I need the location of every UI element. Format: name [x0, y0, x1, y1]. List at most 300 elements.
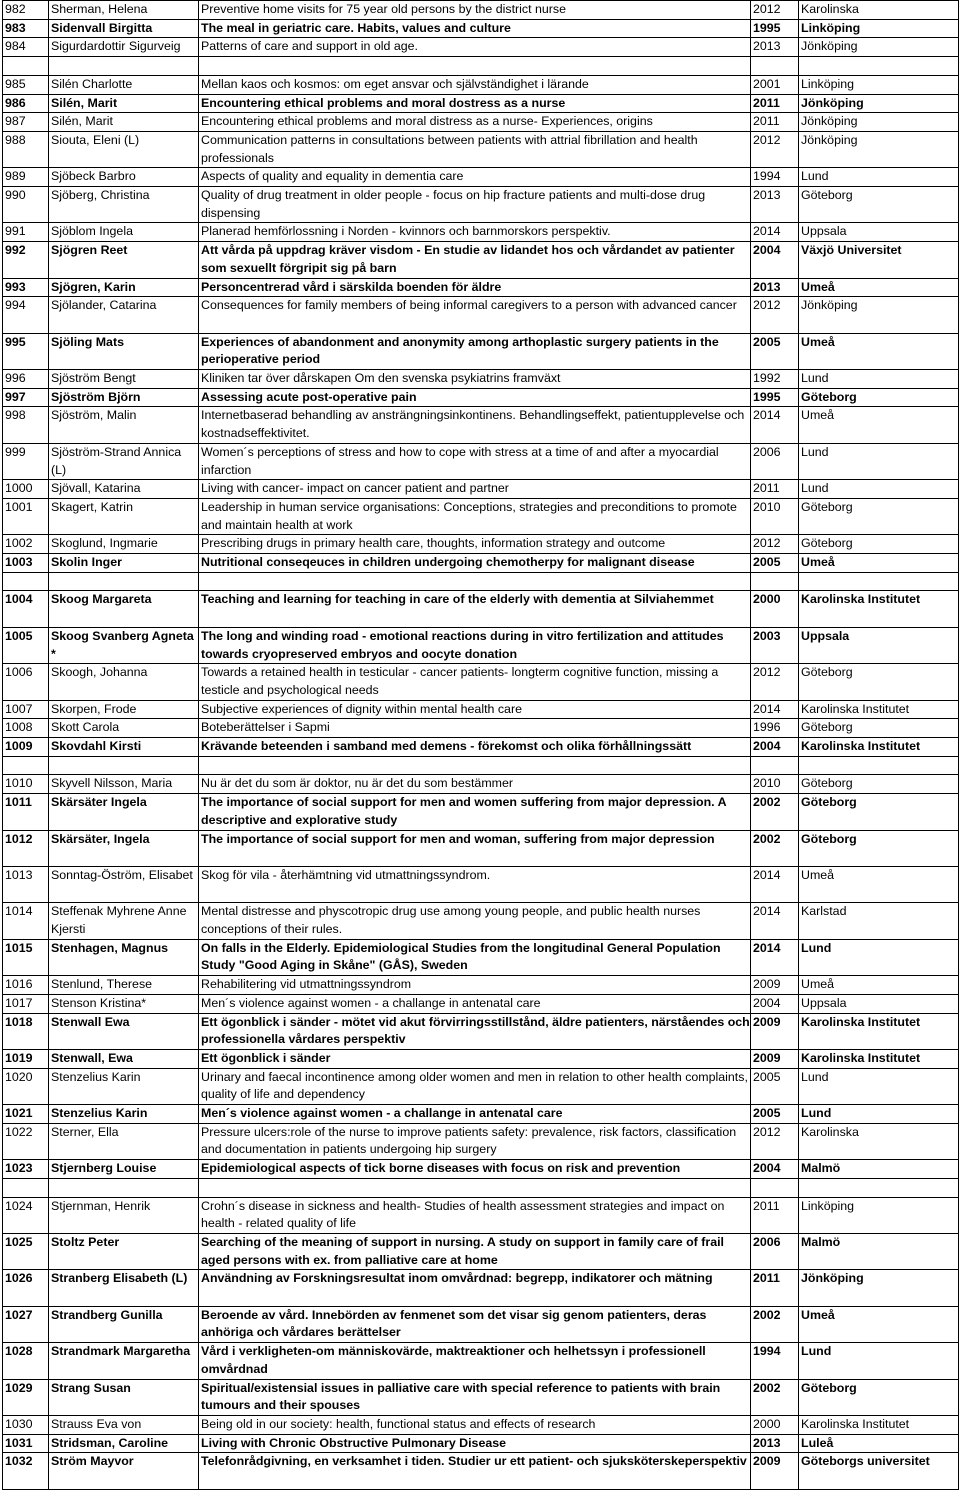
cell-year: 2006 [751, 1233, 799, 1269]
cell-university: Göteborg [799, 719, 959, 738]
blank-cell [751, 57, 799, 76]
blank-cell [199, 1178, 751, 1197]
cell-year: 2002 [751, 1306, 799, 1342]
cell-year: 2013 [751, 1434, 799, 1453]
cell-title: Encountering ethical problems and moral distress as a nurse- Experiences, origins [199, 113, 751, 132]
cell-number: 1013 [3, 866, 49, 902]
cell-university: Karolinska Institutet [799, 591, 959, 627]
cell-author: Sjögren, Karin [49, 278, 199, 297]
cell-year: 2014 [751, 700, 799, 719]
table-row [3, 700, 959, 719]
cell-title: Patterns of care and support in old age. [199, 38, 751, 57]
cell-number: 1006 [3, 664, 49, 700]
blank-cell [799, 572, 959, 591]
table-row [3, 480, 959, 499]
cell-title: Användning av Forskningsresultat inom omvårdnad: begrepp, indikatorer och mätning [199, 1270, 751, 1306]
cell-year: 2000 [751, 591, 799, 627]
cell-university: Jönköping [799, 297, 959, 333]
cell-author: Sterner, Ella [49, 1123, 199, 1159]
table-row [3, 1160, 959, 1179]
table-row [3, 242, 959, 278]
cell-year: 2011 [751, 1270, 799, 1306]
cell-number: 1014 [3, 903, 49, 939]
cell-title: Searching of the meaning of support in nursing. A study on support in family care of frail aged persons with ex. from palliative care at home [199, 1233, 751, 1269]
cell-year: 2011 [751, 1197, 799, 1233]
cell-university: Karolinska Institutet [799, 1013, 959, 1049]
cell-number: 1000 [3, 480, 49, 499]
cell-year: 2006 [751, 443, 799, 479]
cell-year: 2012 [751, 131, 799, 167]
cell-year: 1995 [751, 19, 799, 38]
cell-number: 1005 [3, 627, 49, 663]
cell-author: Skoog Margareta [49, 591, 199, 627]
cell-author: Strandberg Gunilla [49, 1306, 199, 1342]
cell-title: Vård i verkligheten-om människovärde, maktreaktioner och helhetssyn i professionell omvårdnad [199, 1343, 751, 1379]
blank-cell [799, 1178, 959, 1197]
cell-number: 1011 [3, 794, 49, 830]
cell-title: Boteberättelser i Sapmi [199, 719, 751, 738]
cell-year: 2009 [751, 1013, 799, 1049]
cell-year: 2011 [751, 480, 799, 499]
cell-university: Göteborg [799, 794, 959, 830]
cell-author: Skolin Inger [49, 554, 199, 573]
table-row [3, 1453, 959, 1489]
blank-row [3, 57, 959, 76]
cell-title: Ett ögonblick i sänder [199, 1049, 751, 1068]
cell-year: 1994 [751, 1343, 799, 1379]
cell-author: Stjernberg Louise [49, 1160, 199, 1179]
blank-cell [3, 57, 49, 76]
cell-title: Quality of drug treatment in older people - focus on hip fracture patients and multi-dose drug dispensing [199, 187, 751, 223]
table-row [3, 38, 959, 57]
cell-title: Internetbaserad behandling av ansträngningsinkontinens. Behandlingseffekt, patientupplevelse och kostnadseffektivitet. [199, 407, 751, 443]
cell-year: 2010 [751, 775, 799, 794]
cell-author: Skoogh, Johanna [49, 664, 199, 700]
cell-number: 994 [3, 297, 49, 333]
cell-university: Malmö [799, 1233, 959, 1269]
cell-university: Uppsala [799, 627, 959, 663]
thesis-table-sheet [2, 0, 958, 1490]
table-row [3, 719, 959, 738]
cell-university: Jönköping [799, 94, 959, 113]
blank-cell [199, 572, 751, 591]
cell-year: 1992 [751, 370, 799, 389]
table-row [3, 131, 959, 167]
cell-title: Nu är det du som är doktor, nu är det du som bestämmer [199, 775, 751, 794]
cell-year: 2005 [751, 554, 799, 573]
table-row [3, 591, 959, 627]
blank-cell [199, 57, 751, 76]
table-row [3, 830, 959, 866]
cell-year: 2012 [751, 297, 799, 333]
cell-year: 2004 [751, 994, 799, 1013]
cell-university: Umeå [799, 333, 959, 369]
cell-title: Kliniken tar över dårskapen Om den svenska psykiatrins framväxt [199, 370, 751, 389]
cell-university: Linköping [799, 1197, 959, 1233]
cell-author: Sjöström Björn [49, 388, 199, 407]
cell-title: Crohn´s disease in sickness and health- Studies of health assessment strategies and impact on health - related quality of life [199, 1197, 751, 1233]
cell-author: Stenzelius Karin [49, 1105, 199, 1124]
table-row [3, 168, 959, 187]
cell-number: 987 [3, 113, 49, 132]
table-row [3, 1343, 959, 1379]
cell-author: Silén, Marit [49, 94, 199, 113]
blank-cell [799, 57, 959, 76]
cell-author: Sjöberg, Christina [49, 187, 199, 223]
cell-year: 2014 [751, 866, 799, 902]
cell-author: Stenhagen, Magnus [49, 939, 199, 975]
table-row [3, 1270, 959, 1306]
blank-cell [799, 756, 959, 775]
cell-number: 1009 [3, 738, 49, 757]
cell-number: 1030 [3, 1416, 49, 1435]
cell-university: Karolinska [799, 1123, 959, 1159]
cell-university: Karolinska Institutet [799, 738, 959, 757]
cell-number: 993 [3, 278, 49, 297]
cell-university: Umeå [799, 1306, 959, 1342]
table-row [3, 664, 959, 700]
table-row [3, 1197, 959, 1233]
cell-year: 2014 [751, 407, 799, 443]
cell-university: Göteborg [799, 775, 959, 794]
cell-number: 992 [3, 242, 49, 278]
table-row [3, 1068, 959, 1104]
table-row [3, 75, 959, 94]
cell-university: Göteborg [799, 830, 959, 866]
cell-year: 2011 [751, 94, 799, 113]
cell-author: Sidenvall Birgitta [49, 19, 199, 38]
cell-author: Stenson Kristina* [49, 994, 199, 1013]
cell-title: Urinary and faecal incontinence among older women and men in relation to other health complaints, quality of life and dependency [199, 1068, 751, 1104]
cell-title: Aspects of quality and equality in dementia care [199, 168, 751, 187]
cell-author: Skoog Svanberg Agneta * [49, 627, 199, 663]
cell-year: 2011 [751, 113, 799, 132]
table-row [3, 407, 959, 443]
cell-number: 1021 [3, 1105, 49, 1124]
cell-year: 2012 [751, 1, 799, 20]
cell-university: Växjö Universitet [799, 242, 959, 278]
cell-year: 1995 [751, 388, 799, 407]
cell-title: The importance of social support for men and woman, suffering from major depression [199, 830, 751, 866]
cell-year: 2014 [751, 223, 799, 242]
cell-university: Lund [799, 370, 959, 389]
cell-author: Stoltz Peter [49, 1233, 199, 1269]
thesis-table-body [3, 1, 959, 1490]
blank-cell [49, 572, 199, 591]
cell-university: Lund [799, 168, 959, 187]
cell-author: Sonntag-Öström, Elisabet [49, 866, 199, 902]
cell-number: 1007 [3, 700, 49, 719]
cell-number: 1023 [3, 1160, 49, 1179]
cell-title: Mellan kaos och kosmos: om eget ansvar och självständighet i lärande [199, 75, 751, 94]
cell-author: Steffenak Myhrene Anne Kjersti [49, 903, 199, 939]
cell-author: Strandmark Margaretha [49, 1343, 199, 1379]
table-row [3, 443, 959, 479]
cell-university: Karolinska Institutet [799, 1416, 959, 1435]
cell-title: Communication patterns in consultations between patients with attrial fibrillation and health professionals [199, 131, 751, 167]
cell-author: Stenwall, Ewa [49, 1049, 199, 1068]
cell-number: 983 [3, 19, 49, 38]
cell-year: 2012 [751, 664, 799, 700]
cell-title: Men´s violence against women - a challange in antenatal care [199, 994, 751, 1013]
cell-author: Sjöblom Ingela [49, 223, 199, 242]
cell-author: Skagert, Katrin [49, 498, 199, 534]
cell-year: 2004 [751, 242, 799, 278]
cell-title: The long and winding road - emotional reactions during in vitro fertilization and attitudes towards cryopreserved embryos and oocyte donation [199, 627, 751, 663]
cell-title: The meal in geriatric care. Habits, values and culture [199, 19, 751, 38]
cell-number: 1001 [3, 498, 49, 534]
cell-author: Sjölander, Catarina [49, 297, 199, 333]
cell-number: 1026 [3, 1270, 49, 1306]
table-row [3, 113, 959, 132]
cell-number: 984 [3, 38, 49, 57]
cell-title: Assessing acute post-operative pain [199, 388, 751, 407]
table-row [3, 1379, 959, 1415]
cell-year: 2005 [751, 333, 799, 369]
cell-number: 1016 [3, 976, 49, 995]
cell-author: Skott Carola [49, 719, 199, 738]
cell-author: Sjögren Reet [49, 242, 199, 278]
cell-university: Lund [799, 443, 959, 479]
cell-number: 1020 [3, 1068, 49, 1104]
cell-university: Karlstad [799, 903, 959, 939]
cell-year: 2004 [751, 738, 799, 757]
table-row [3, 976, 959, 995]
cell-university: Uppsala [799, 994, 959, 1013]
cell-number: 1024 [3, 1197, 49, 1233]
cell-title: Women´s perceptions of stress and how to cope with stress at a time of and after a myocardial infarction [199, 443, 751, 479]
cell-author: Siouta, Eleni (L) [49, 131, 199, 167]
cell-number: 1029 [3, 1379, 49, 1415]
cell-title: Beroende av vård. Innebörden av fenmenet som det visar sig genom patienters, deras anhöriga och vårdares berättelser [199, 1306, 751, 1342]
cell-university: Umeå [799, 866, 959, 902]
cell-author: Stjernman, Henrik [49, 1197, 199, 1233]
cell-university: Umeå [799, 278, 959, 297]
cell-title: Encountering ethical problems and moral dostress as a nurse [199, 94, 751, 113]
cell-year: 1996 [751, 719, 799, 738]
cell-year: 2014 [751, 939, 799, 975]
cell-author: Sjöling Mats [49, 333, 199, 369]
cell-year: 2013 [751, 278, 799, 297]
cell-number: 1017 [3, 994, 49, 1013]
cell-number: 991 [3, 223, 49, 242]
cell-number: 1015 [3, 939, 49, 975]
table-row [3, 939, 959, 975]
table-row [3, 554, 959, 573]
cell-title: The importance of social support for men and women suffering from major depression. A descriptive and explorative study [199, 794, 751, 830]
cell-author: Skorpen, Frode [49, 700, 199, 719]
cell-title: Preventive home visits for 75 year old persons by the district nurse [199, 1, 751, 20]
cell-university: Karolinska Institutet [799, 700, 959, 719]
cell-university: Karolinska Institutet [799, 1049, 959, 1068]
blank-cell [49, 57, 199, 76]
cell-author: Ström Mayvor [49, 1453, 199, 1489]
cell-title: Teaching and learning for teaching in care of the elderly with dementia at Silviahemmet [199, 591, 751, 627]
cell-number: 1025 [3, 1233, 49, 1269]
cell-university: Göteborgs universitet [799, 1453, 959, 1489]
cell-number: 1019 [3, 1049, 49, 1068]
cell-university: Lund [799, 1343, 959, 1379]
cell-title: Towards a retained health in testicular - cancer patients- longterm cognitive function, missing a testicle and psychological needs [199, 664, 751, 700]
cell-author: Stenlund, Therese [49, 976, 199, 995]
table-row [3, 1306, 959, 1342]
table-row [3, 1013, 959, 1049]
table-row [3, 187, 959, 223]
cell-title: Personcentrerad vård i särskilda boenden för äldre [199, 278, 751, 297]
cell-year: 2010 [751, 498, 799, 534]
cell-number: 1010 [3, 775, 49, 794]
table-row [3, 903, 959, 939]
blank-cell [49, 1178, 199, 1197]
cell-title: Subjective experiences of dignity within mental health care [199, 700, 751, 719]
cell-number: 1028 [3, 1343, 49, 1379]
cell-title: Consequences for family members of being informal caregivers to a person with advanced cancer [199, 297, 751, 333]
cell-author: Sjöström Bengt [49, 370, 199, 389]
blank-cell [3, 756, 49, 775]
cell-number: 1003 [3, 554, 49, 573]
cell-university: Göteborg [799, 498, 959, 534]
cell-author: Silén Charlotte [49, 75, 199, 94]
cell-year: 2005 [751, 1068, 799, 1104]
cell-author: Skyvell Nilsson, Maria [49, 775, 199, 794]
cell-year: 2003 [751, 627, 799, 663]
thesis-table [2, 0, 959, 1490]
cell-year: 2002 [751, 794, 799, 830]
blank-cell [751, 572, 799, 591]
table-row [3, 1049, 959, 1068]
cell-year: 2009 [751, 1049, 799, 1068]
cell-title: Att vårda på uppdrag kräver visdom - En studie av lidandet hos och vårdandet av patienter som sexuellt förgripit sig på barn [199, 242, 751, 278]
cell-year: 1994 [751, 168, 799, 187]
table-row [3, 866, 959, 902]
cell-year: 2001 [751, 75, 799, 94]
cell-year: 2013 [751, 38, 799, 57]
cell-title: Krävande beteenden i samband med demens - förekomst och olika förhållningssätt [199, 738, 751, 757]
table-row [3, 19, 959, 38]
cell-author: Skoglund, Ingmarie [49, 535, 199, 554]
cell-number: 998 [3, 407, 49, 443]
cell-title: Rehabilitering vid utmattningssyndrom [199, 976, 751, 995]
cell-title: Epidemiological aspects of tick borne diseases with focus on risk and prevention [199, 1160, 751, 1179]
table-row [3, 1434, 959, 1453]
cell-author: Sjöström, Malin [49, 407, 199, 443]
cell-number: 995 [3, 333, 49, 369]
table-row [3, 278, 959, 297]
table-row [3, 388, 959, 407]
blank-cell [751, 1178, 799, 1197]
cell-title: Being old in our society: health, functional status and effects of research [199, 1416, 751, 1435]
cell-university: Linköping [799, 75, 959, 94]
cell-university: Lund [799, 1068, 959, 1104]
cell-title: Living with cancer- impact on cancer patient and partner [199, 480, 751, 499]
blank-cell [3, 572, 49, 591]
table-row [3, 370, 959, 389]
table-row [3, 1105, 959, 1124]
blank-cell [3, 1178, 49, 1197]
cell-number: 989 [3, 168, 49, 187]
cell-title: Mental distresse and physcotropic drug use among young people, and public health nurses conceptions of their rules. [199, 903, 751, 939]
cell-author: Stridsman, Caroline [49, 1434, 199, 1453]
cell-university: Jönköping [799, 113, 959, 132]
cell-number: 985 [3, 75, 49, 94]
cell-author: Skärsäter, Ingela [49, 830, 199, 866]
cell-author: Strang Susan [49, 1379, 199, 1415]
cell-number: 996 [3, 370, 49, 389]
cell-university: Karolinska [799, 1, 959, 20]
cell-title: Ett ögonblick i sänder - mötet vid akut förvirringsstillstånd, äldre patienters, närståendes och professionella vårdares perspektiv [199, 1013, 751, 1049]
cell-year: 2009 [751, 1453, 799, 1489]
cell-year: 2012 [751, 1123, 799, 1159]
cell-number: 990 [3, 187, 49, 223]
cell-author: Stenwall Ewa [49, 1013, 199, 1049]
cell-year: 2004 [751, 1160, 799, 1179]
cell-university: Lund [799, 1105, 959, 1124]
cell-title: Leadership in human service organisations: Conceptions, strategies and preconditions to promote and maintain health at work [199, 498, 751, 534]
table-row [3, 498, 959, 534]
cell-author: Stranberg Elisabeth (L) [49, 1270, 199, 1306]
table-row [3, 738, 959, 757]
table-row [3, 627, 959, 663]
cell-author: Strauss Eva von [49, 1416, 199, 1435]
cell-number: 1004 [3, 591, 49, 627]
cell-number: 1008 [3, 719, 49, 738]
cell-university: Göteborg [799, 664, 959, 700]
cell-number: 988 [3, 131, 49, 167]
cell-number: 997 [3, 388, 49, 407]
cell-number: 999 [3, 443, 49, 479]
cell-university: Umeå [799, 554, 959, 573]
cell-title: Nutritional conseqeuces in children undergoing chemotherpy for malignant disease [199, 554, 751, 573]
cell-title: Prescribing drugs in primary health care, thoughts, information strategy and outcome [199, 535, 751, 554]
cell-number: 1031 [3, 1434, 49, 1453]
cell-author: Sjövall, Katarina [49, 480, 199, 499]
table-row [3, 1416, 959, 1435]
cell-number: 1032 [3, 1453, 49, 1489]
blank-row [3, 572, 959, 591]
table-row [3, 333, 959, 369]
table-row [3, 1, 959, 20]
blank-row [3, 756, 959, 775]
cell-number: 1022 [3, 1123, 49, 1159]
cell-author: Sherman, Helena [49, 1, 199, 20]
cell-year: 2014 [751, 903, 799, 939]
cell-year: 2002 [751, 1379, 799, 1415]
blank-row [3, 1178, 959, 1197]
cell-title: Men´s violence against women - a challange in antenatal care [199, 1105, 751, 1124]
cell-title: Planerad hemförlossning i Norden - kvinnors och barnmorskors perspektiv. [199, 223, 751, 242]
cell-year: 2009 [751, 976, 799, 995]
cell-title: Spiritual/existensial issues in palliative care with special reference to patients with brain tumours and their spouses [199, 1379, 751, 1415]
table-row [3, 94, 959, 113]
table-row [3, 223, 959, 242]
cell-author: Skovdahl Kirsti [49, 738, 199, 757]
blank-cell [199, 756, 751, 775]
cell-number: 986 [3, 94, 49, 113]
cell-university: Göteborg [799, 187, 959, 223]
cell-author: Sigurdardottir Sigurveig [49, 38, 199, 57]
table-row [3, 994, 959, 1013]
cell-university: Göteborg [799, 1379, 959, 1415]
cell-title: Pressure ulcers:role of the nurse to improve patients safety: prevalence, risk factors, classification and documentation in patients undergoing hip surgery [199, 1123, 751, 1159]
cell-author: Skärsäter Ingela [49, 794, 199, 830]
table-row [3, 535, 959, 554]
cell-title: Experiences of abandonment and anonymity among arthoplastic surgery patients in the perioperative period [199, 333, 751, 369]
table-row [3, 775, 959, 794]
cell-number: 1012 [3, 830, 49, 866]
cell-university: Malmö [799, 1160, 959, 1179]
cell-university: Jönköping [799, 38, 959, 57]
cell-year: 2013 [751, 187, 799, 223]
